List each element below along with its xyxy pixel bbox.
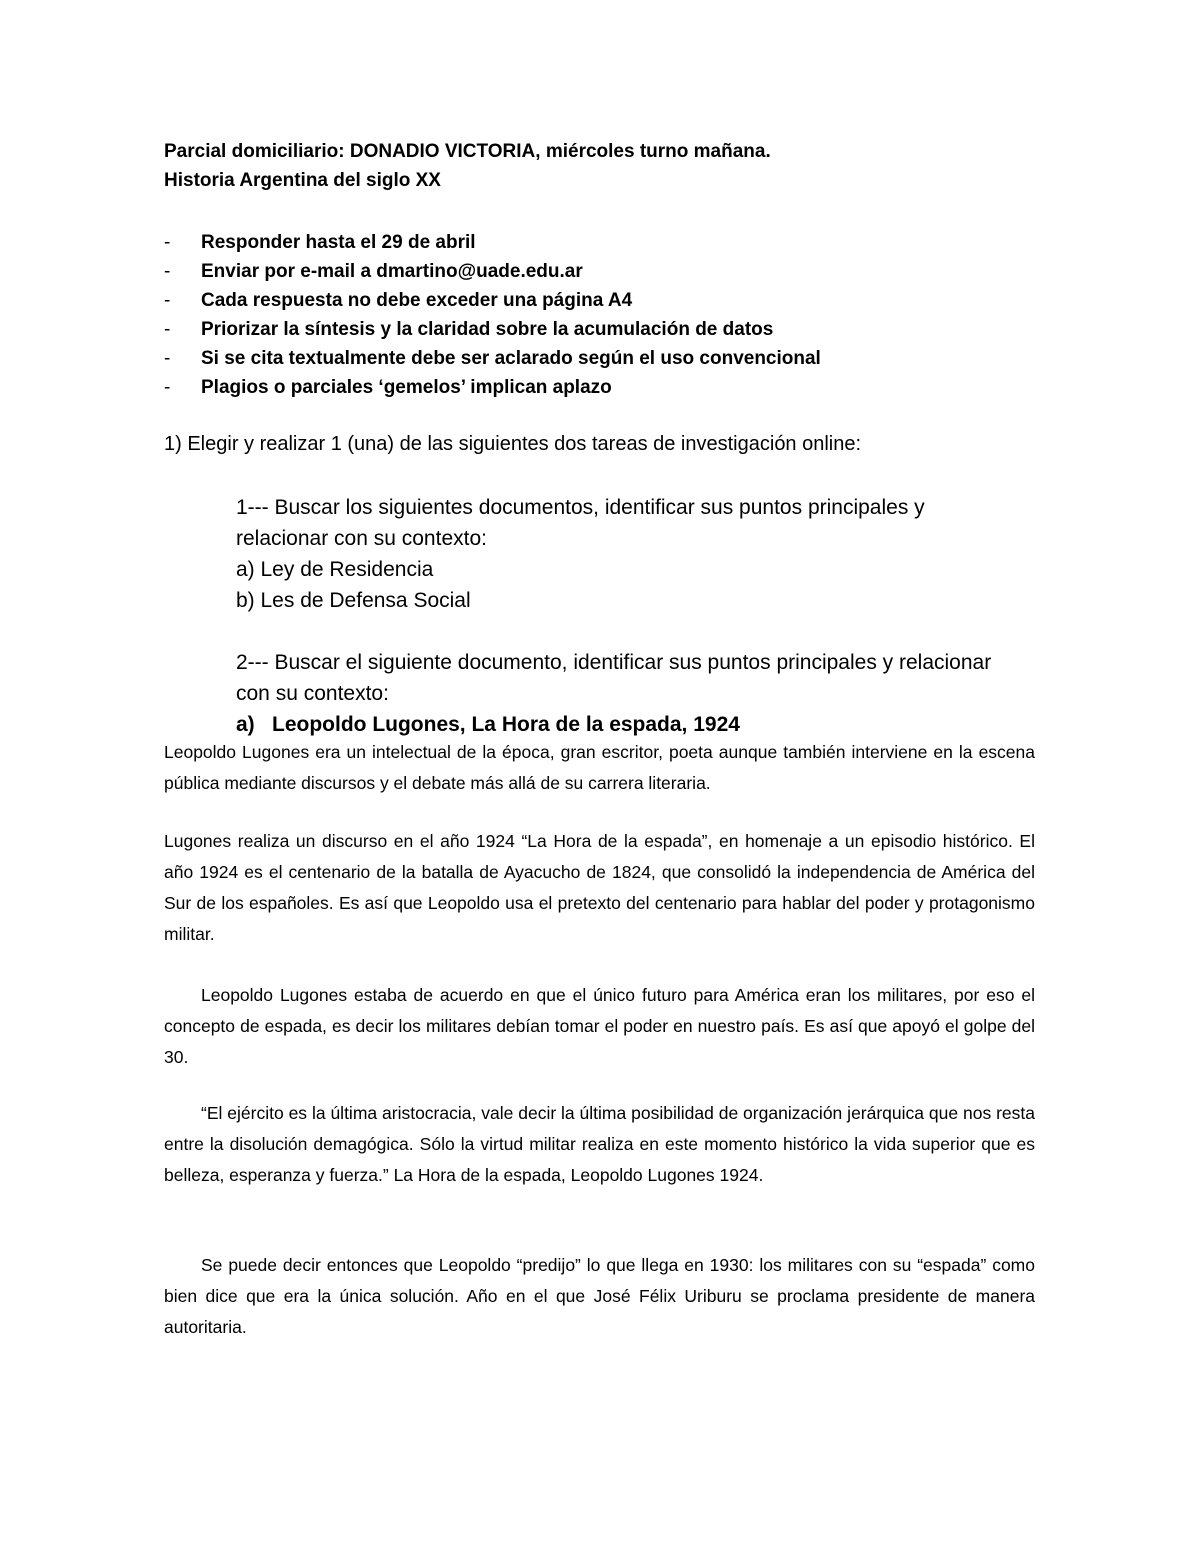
instruction-item bbox=[164, 257, 821, 286]
exam-title: Parcial domiciliario: DONADIO VICTORIA, miércoles turno mañana. bbox=[164, 141, 771, 162]
task-1-item-b: b) Les de Defensa Social bbox=[236, 589, 471, 612]
answer-quote-paragraph: “El ejército es la última aristocracia, vale decir la última posibilidad de organización jerárquica que nos resta entre la disolución demagógica. Sólo la virtud militar realiza en este momento histórico la vida superior que es belleza, esperanza y fuerza.” La Hora de la espada, Leopoldo Lugones 1924. bbox=[164, 1103, 1035, 1185]
instruction-text: Responder hasta el 29 de abril bbox=[201, 232, 476, 253]
instruction-item bbox=[164, 228, 821, 257]
task-1-item-a: a) Ley de Residencia bbox=[236, 558, 434, 581]
task-2-item-a bbox=[236, 709, 1036, 740]
instruction-text: Priorizar la síntesis y la claridad sobre la acumulación de datos bbox=[201, 319, 774, 340]
instruction-item bbox=[164, 315, 821, 344]
instruction-text: Enviar por e-mail a dmartino@uade.edu.ar bbox=[201, 261, 583, 282]
course-title: Historia Argentina del siglo XX bbox=[164, 170, 441, 191]
instructions-list bbox=[164, 228, 821, 402]
list-bullet: - bbox=[164, 377, 171, 398]
instruction-item bbox=[164, 344, 821, 373]
task-2-line-1: 2--- Buscar el siguiente documento, identificar sus puntos principales y relacionar bbox=[236, 651, 992, 674]
list-bullet: - bbox=[164, 290, 171, 311]
answer-paragraph-1: Leopoldo Lugones era un intelectual de la época, gran escritor, poeta aunque también interviene en la escena pública mediante discursos y el debate más allá de su carrera literaria. bbox=[164, 742, 1035, 793]
task-1 bbox=[236, 492, 1036, 616]
task-2-item-a-marker: a) bbox=[236, 713, 255, 736]
instruction-text: Cada respuesta no debe exceder una página A4 bbox=[201, 290, 633, 311]
task-2-line-2: con su contexto: bbox=[236, 682, 389, 705]
task-2-item-a-text: Leopoldo Lugones, La Hora de la espada, 1924 bbox=[272, 713, 740, 736]
task-1-line-2: relacionar con su contexto: bbox=[236, 527, 487, 550]
answer-paragraph-5: Se puede decir entonces que Leopoldo “predijo” lo que llega en 1930: los militares con su “espada” como bien dice que era la única solución. Año en el que José Félix Uriburu se proclama presidente de manera autoritaria. bbox=[164, 1255, 1035, 1337]
answer-paragraph-2: Lugones realiza un discurso en el año 1924 “La Hora de la espada”, en homenaje a un episodio histórico. El año 1924 es el centenario de la batalla de Ayacucho de 1824, que consolidó la independencia de América del Sur de los españoles. Es así que Leopoldo usa el pretexto del centenario para hablar del poder y protagonismo militar. bbox=[164, 831, 1035, 944]
list-bullet: - bbox=[164, 261, 171, 282]
question-heading: 1) Elegir y realizar 1 (una) de las siguientes dos tareas de investigación online: bbox=[164, 433, 862, 455]
task-2 bbox=[236, 647, 1036, 740]
list-bullet: - bbox=[164, 348, 171, 369]
instruction-item bbox=[164, 373, 821, 402]
task-1-line-1: 1--- Buscar los siguientes documentos, identificar sus puntos principales y bbox=[236, 496, 925, 519]
instruction-text: Plagios o parciales ‘gemelos’ implican aplazo bbox=[201, 377, 612, 398]
instruction-item bbox=[164, 286, 821, 315]
answer-paragraph-3: Leopoldo Lugones estaba de acuerdo en que el único futuro para América eran los militares, por eso el concepto de espada, es decir los militares debían tomar el poder en nuestro país. Es así que apoyó el golpe del 30. bbox=[164, 985, 1035, 1067]
instruction-text: Si se cita textualmente debe ser aclarado según el uso convencional bbox=[201, 348, 821, 369]
list-bullet: - bbox=[164, 319, 171, 340]
list-bullet: - bbox=[164, 232, 171, 253]
